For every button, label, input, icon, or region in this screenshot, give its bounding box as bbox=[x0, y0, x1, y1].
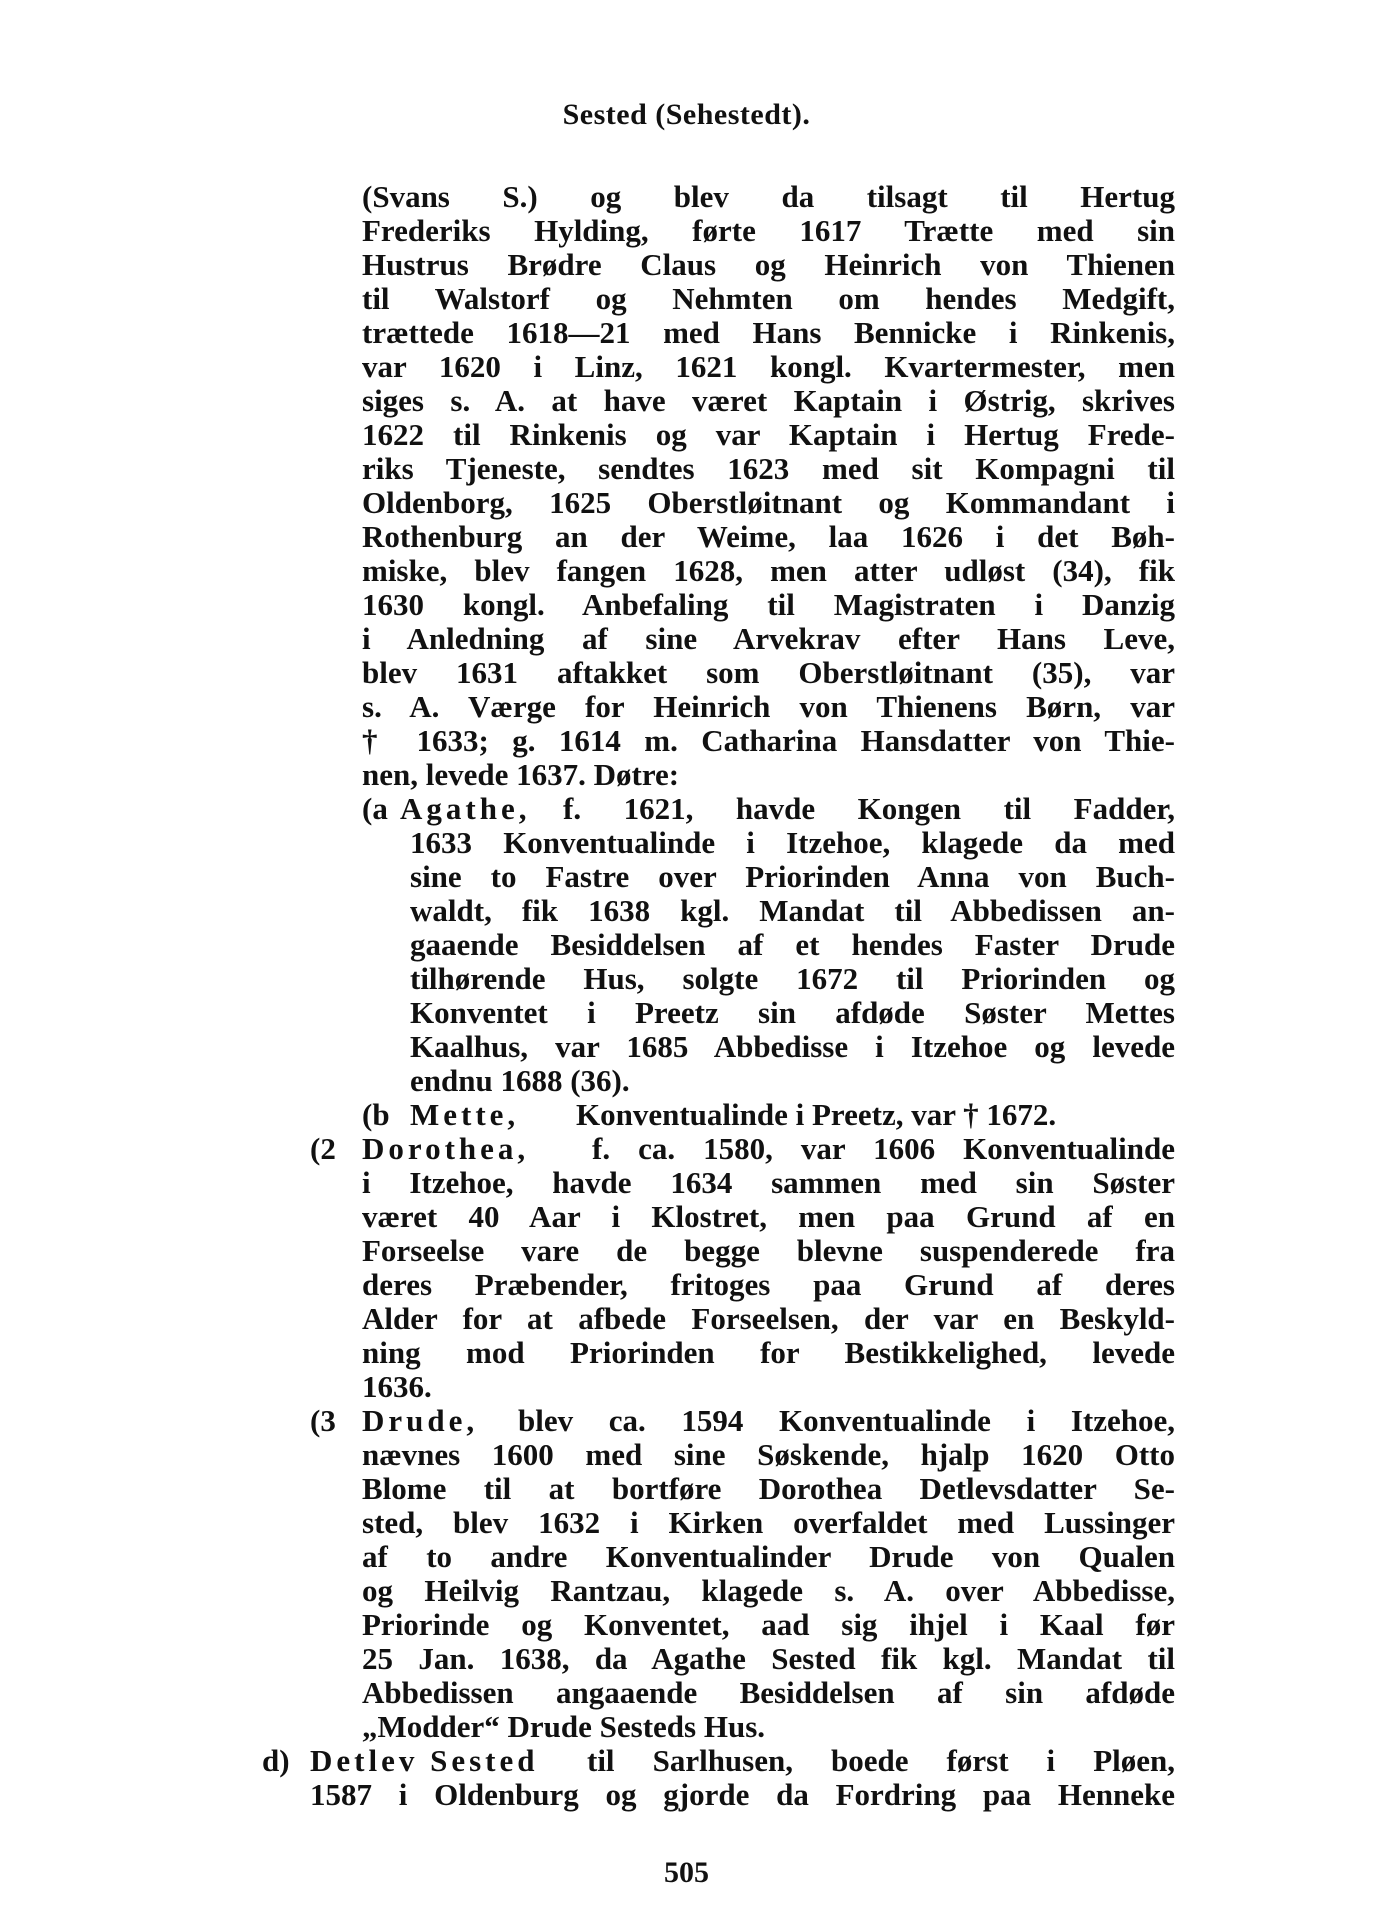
body-line: f. 1621, havde Kongen til Fadder, bbox=[563, 791, 1175, 826]
body-line: Oldenborg, 1625 Oberstløitnant og Kommandant i bbox=[362, 485, 1175, 520]
body-line: været 40 Aar i Klostret, men paa Grund af en bbox=[362, 1199, 1175, 1234]
body-line: Konventet i Preetz sin afdøde Søster Mettes bbox=[410, 995, 1175, 1030]
body-line: var 1620 i Linz, 1621 kongl. Kvartermester, men bbox=[362, 349, 1175, 384]
body-line: Konventualinde i Preetz, var † 1672. bbox=[576, 1097, 1057, 1132]
body-line: Abbedissen angaaende Besiddelsen af sin afdøde bbox=[362, 1675, 1175, 1710]
running-header: Sested (Sehestedt). bbox=[562, 98, 811, 131]
body-line: tilhørende Hus, solgte 1672 til Priorinden og bbox=[410, 961, 1175, 996]
body-line: i Anledning af sine Arvekrav efter Hans Leve, bbox=[362, 621, 1175, 656]
body-line: Forseelse vare de begge blevne suspenderede fra bbox=[362, 1233, 1175, 1268]
body-line: siges s. A. at have været Kaptain i Østrig, skrives bbox=[362, 383, 1175, 418]
body-line: nævnes 1600 med sine Søskende, hjalp 1620 Otto bbox=[362, 1437, 1175, 1472]
body-line: sted, blev 1632 i Kirken overfaldet med Lussinger bbox=[362, 1505, 1175, 1540]
body-line: 1630 kongl. Anbefaling til Magistraten i Danzig bbox=[362, 587, 1175, 622]
body-line: Priorinde og Konventet, aad sig ihjel i Kaal før bbox=[362, 1607, 1175, 1642]
body-line: ning mod Priorinden for Bestikkelighed, levede bbox=[362, 1335, 1175, 1370]
body-line: Frederiks Hylding, førte 1617 Trætte med sin bbox=[362, 213, 1175, 248]
body-line: waldt, fik 1638 kgl. Mandat til Abbedissen an- bbox=[410, 893, 1175, 928]
body-line: † 1633; g. 1614 m. Catharina Hansdatter von Thie- bbox=[362, 723, 1175, 758]
body-line: Rothenburg an der Weime, laa 1626 i det Bøh- bbox=[362, 519, 1175, 554]
item-marker: (b bbox=[362, 1097, 390, 1132]
body-line: f. ca. 1580, var 1606 Konventualinde bbox=[592, 1131, 1175, 1166]
body-line: Alder for at afbede Forseelsen, der var en Beskyld- bbox=[362, 1301, 1175, 1336]
body-line: miske, blev fangen 1628, men atter udløst (34), fik bbox=[362, 553, 1175, 588]
body-line: riks Tjeneste, sendtes 1623 med sit Kompagni til bbox=[362, 451, 1175, 486]
body-line: Blome til at bortføre Dorothea Detlevsdatter Se- bbox=[362, 1471, 1175, 1506]
item-marker: d) bbox=[262, 1743, 290, 1778]
person-name: Agathe, bbox=[400, 791, 531, 826]
body-line: (Svans S.) og blev da tilsagt til Hertug bbox=[362, 179, 1175, 214]
person-name: Drude, bbox=[362, 1403, 479, 1438]
body-line: af to andre Konventualinder Drude von Qualen bbox=[362, 1539, 1175, 1574]
body-line: endnu 1688 (36). bbox=[410, 1063, 630, 1098]
item-marker: (3 bbox=[310, 1403, 336, 1438]
body-line: sine to Fastre over Priorinden Anna von Buch- bbox=[410, 859, 1175, 894]
body-line: i Itzehoe, havde 1634 sammen med sin Søster bbox=[362, 1165, 1175, 1200]
body-line: Hustrus Brødre Claus og Heinrich von Thienen bbox=[362, 247, 1175, 282]
body-line: og Heilvig Rantzau, klagede s. A. over Abbedisse, bbox=[362, 1573, 1175, 1608]
body-line: blev ca. 1594 Konventualinde i Itzehoe, bbox=[518, 1403, 1175, 1438]
body-line: 1633 Konventualinde i Itzehoe, klagede da med bbox=[410, 825, 1175, 860]
body-line: 1587 i Oldenburg og gjorde da Fordring paa Henneke bbox=[310, 1777, 1175, 1812]
body-line: 25 Jan. 1638, da Agathe Sested fik kgl. Mandat til bbox=[362, 1641, 1175, 1676]
body-line: blev 1631 aftakket som Oberstløitnant (35), var bbox=[362, 655, 1175, 690]
person-name: Dorothea, bbox=[362, 1131, 530, 1166]
body-line: gaaende Besiddelsen af et hendes Faster Drude bbox=[410, 927, 1175, 962]
body-line: „Modder“ Drude Sesteds Hus. bbox=[362, 1709, 766, 1744]
body-line: 1636. bbox=[362, 1369, 432, 1404]
body-line: nen, levede 1637. Døtre: bbox=[362, 757, 680, 792]
item-marker: (a bbox=[362, 791, 388, 826]
body-line: trættede 1618—21 med Hans Bennicke i Rinkenis, bbox=[362, 315, 1175, 350]
body-line: til Sarlhusen, boede først i Pløen, bbox=[587, 1743, 1175, 1778]
person-name: Detlev Sested bbox=[310, 1743, 539, 1778]
item-marker: (2 bbox=[310, 1131, 336, 1166]
body-line: deres Præbender, fritoges paa Grund af deres bbox=[362, 1267, 1175, 1302]
body-line: 1622 til Rinkenis og var Kaptain i Hertug Frede- bbox=[362, 417, 1175, 452]
body-line: s. A. Værge for Heinrich von Thienens Børn, var bbox=[362, 689, 1175, 724]
body-line: Kaalhus, var 1685 Abbedisse i Itzehoe og levede bbox=[410, 1029, 1175, 1064]
body-line: til Walstorf og Nehmten om hendes Medgift, bbox=[362, 281, 1175, 316]
person-name: Mette, bbox=[410, 1097, 520, 1132]
page-number: 505 bbox=[664, 1856, 709, 1889]
